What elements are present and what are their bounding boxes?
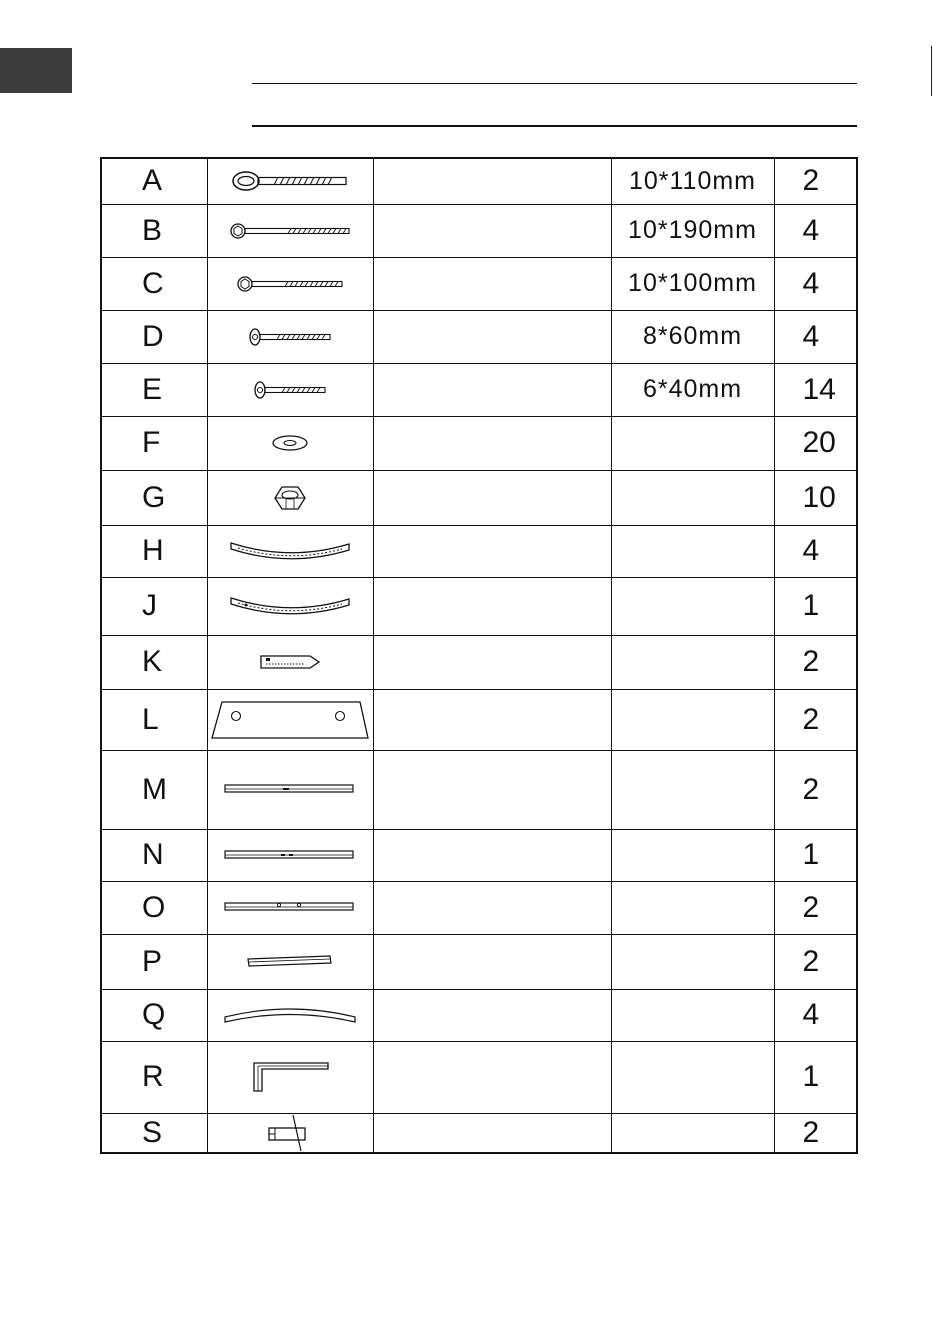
- table-row: [101, 750, 857, 829]
- part-illustration: [207, 829, 373, 881]
- part-quantity: 4: [774, 204, 857, 257]
- part-illustration: [207, 1113, 373, 1153]
- part-size: 10*110mm: [611, 158, 774, 204]
- part-illustration: [207, 158, 373, 204]
- part-quantity: 1: [774, 1041, 857, 1113]
- header-rule-bottom: [252, 125, 857, 127]
- part-letter: L: [101, 689, 207, 750]
- part-letter: M: [101, 750, 207, 829]
- part-size: [611, 989, 774, 1041]
- part-description: [373, 829, 611, 881]
- part-illustration: [207, 635, 373, 689]
- part-quantity: 4: [774, 989, 857, 1041]
- part-description: [373, 881, 611, 934]
- hex-nut-icon: [272, 483, 308, 513]
- table-row: [101, 829, 857, 881]
- part-quantity: 1: [774, 829, 857, 881]
- part-illustration: [207, 204, 373, 257]
- table-row: [101, 416, 857, 470]
- part-description: [373, 416, 611, 470]
- washer-icon: [270, 433, 310, 453]
- part-size: [611, 881, 774, 934]
- part-description: [373, 750, 611, 829]
- part-quantity: 2: [774, 689, 857, 750]
- part-quantity: 14: [774, 363, 857, 416]
- part-size: [611, 470, 774, 525]
- hex-bolt-medium-icon: [235, 274, 345, 294]
- hex-bolt-short-icon: [247, 327, 333, 347]
- part-quantity: 20: [774, 416, 857, 470]
- bracket-plate-icon: [258, 652, 322, 672]
- part-letter: F: [101, 416, 207, 470]
- part-letter: J: [101, 577, 207, 635]
- table-row: [101, 204, 857, 257]
- part-quantity: 2: [774, 635, 857, 689]
- part-size: [611, 750, 774, 829]
- part-illustration: [207, 257, 373, 310]
- part-size: [611, 577, 774, 635]
- part-letter: G: [101, 470, 207, 525]
- part-illustration: [207, 470, 373, 525]
- table-row: [101, 158, 857, 204]
- part-description: [373, 204, 611, 257]
- part-illustration: [207, 525, 373, 577]
- part-size: 10*190mm: [611, 204, 774, 257]
- hex-bolt-small-icon: [252, 380, 328, 400]
- table-row: [101, 310, 857, 363]
- table-row: [101, 635, 857, 689]
- part-letter: H: [101, 525, 207, 577]
- part-description: [373, 1113, 611, 1153]
- table-row: [101, 525, 857, 577]
- part-letter: C: [101, 257, 207, 310]
- part-illustration: [207, 750, 373, 829]
- wrench-tool-icon: [265, 1114, 315, 1152]
- part-quantity: 1: [774, 577, 857, 635]
- part-illustration: [207, 989, 373, 1041]
- part-letter: K: [101, 635, 207, 689]
- part-size: [611, 635, 774, 689]
- part-description: [373, 310, 611, 363]
- part-letter: S: [101, 1113, 207, 1153]
- short-bar-icon: [245, 953, 335, 969]
- part-description: [373, 989, 611, 1041]
- hex-bolt-long-icon: [228, 221, 352, 241]
- part-description: [373, 1041, 611, 1113]
- part-letter: E: [101, 363, 207, 416]
- long-beam-icon: [223, 848, 357, 862]
- trapezoid-plate-icon: [210, 700, 370, 740]
- table-row: [101, 989, 857, 1041]
- part-letter: N: [101, 829, 207, 881]
- table-row: [101, 1113, 857, 1153]
- part-illustration: [207, 1041, 373, 1113]
- part-size: [611, 829, 774, 881]
- part-description: [373, 689, 611, 750]
- part-quantity: 2: [774, 1113, 857, 1153]
- long-beam-holes-icon: [223, 900, 357, 914]
- table-row: [101, 689, 857, 750]
- long-beam-icon: [223, 782, 357, 796]
- part-size: [611, 416, 774, 470]
- part-quantity: 4: [774, 525, 857, 577]
- part-description: [373, 934, 611, 989]
- part-description: [373, 470, 611, 525]
- part-quantity: 4: [774, 310, 857, 363]
- table-row: [101, 470, 857, 525]
- part-quantity: 2: [774, 750, 857, 829]
- part-letter: Q: [101, 989, 207, 1041]
- part-size: [611, 1113, 774, 1153]
- part-quantity: 10: [774, 470, 857, 525]
- table-row: [101, 363, 857, 416]
- part-illustration: [207, 310, 373, 363]
- table-row: [101, 934, 857, 989]
- part-size: [611, 525, 774, 577]
- language-tab: [0, 48, 72, 93]
- part-illustration: [207, 577, 373, 635]
- part-description: [373, 363, 611, 416]
- part-illustration: [207, 881, 373, 934]
- allen-key-icon: [248, 1059, 332, 1095]
- parts-table: [100, 157, 858, 1154]
- part-quantity: 2: [774, 881, 857, 934]
- part-description: [373, 635, 611, 689]
- part-size: [611, 1041, 774, 1113]
- part-description: [373, 525, 611, 577]
- part-description: [373, 257, 611, 310]
- table-row: [101, 577, 857, 635]
- part-quantity: 2: [774, 158, 857, 204]
- part-quantity: 2: [774, 934, 857, 989]
- part-size: 10*100mm: [611, 257, 774, 310]
- part-description: [373, 158, 611, 204]
- part-letter: P: [101, 934, 207, 989]
- part-quantity: 4: [774, 257, 857, 310]
- part-size: [611, 689, 774, 750]
- curved-bar-icon: [223, 1003, 357, 1027]
- page-edge-mark: [931, 46, 932, 96]
- part-letter: R: [101, 1041, 207, 1113]
- part-illustration: [207, 934, 373, 989]
- part-letter: B: [101, 204, 207, 257]
- part-description: [373, 577, 611, 635]
- eye-bolt-icon: [230, 169, 350, 193]
- part-size: 8*60mm: [611, 310, 774, 363]
- part-illustration: [207, 363, 373, 416]
- curved-rail-icon: [228, 593, 352, 619]
- table-row: [101, 881, 857, 934]
- part-size: [611, 934, 774, 989]
- part-letter: O: [101, 881, 207, 934]
- part-letter: D: [101, 310, 207, 363]
- part-size: 6*40mm: [611, 363, 774, 416]
- part-illustration: [207, 689, 373, 750]
- part-letter: A: [101, 158, 207, 204]
- part-illustration: [207, 416, 373, 470]
- header-rule-top: [252, 83, 857, 84]
- table-row: [101, 1041, 857, 1113]
- curved-rail-icon: [228, 538, 352, 564]
- table-row: [101, 257, 857, 310]
